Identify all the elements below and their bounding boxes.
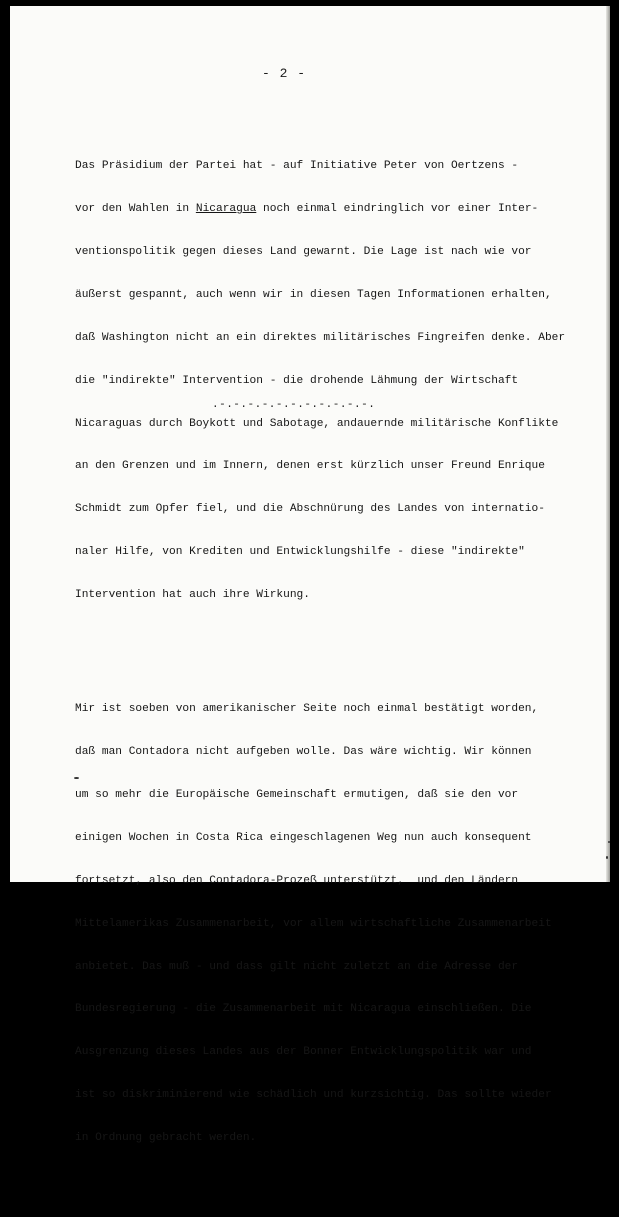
section-separator: .-.-.-.-.-.-.-.-.-.-.-. [212, 399, 376, 411]
text-line: Mittelamerikas Zusammenarbeit, vor allem wirtschaftliche Zusammenarbeit [75, 917, 552, 930]
text-line: naler Hilfe, von Krediten und Entwicklungshilfe - diese "indirekte" [75, 546, 525, 559]
text-line: anbietet. Das muß - und dass gilt nicht zuletzt an die Adresse der [75, 960, 519, 973]
page-edge-shadow [606, 6, 610, 882]
text-line: ist so diskriminierend wie schädlich und kurzsichtig. Das sollte wieder [75, 1089, 552, 1102]
paragraph-1 [75, 131, 590, 631]
text-line: Ausgrenzung dieses Landes aus der Bonner Entwicklungspolitik war und [75, 1046, 532, 1059]
scan-speck [74, 777, 79, 779]
paragraph-2 [75, 674, 590, 1174]
text-line: vor den Wahlen in Nicaragua noch einmal eindringlich vor einer Inter- [75, 203, 539, 216]
document-page [10, 6, 610, 1145]
scan-speck [606, 856, 608, 859]
body-text [75, 102, 590, 1217]
text-line: fortsetzt, also den Contadora-Prozeß unterstützt, und den Ländern [75, 874, 519, 887]
text-line: Intervention hat auch ihre Wirkung. [75, 589, 310, 602]
text-line: Das Präsidium der Partei hat - auf Initiative Peter von Oertzens - [75, 160, 519, 173]
text-line: Schmidt zum Opfer fiel, und die Abschnürung des Landes von internatio- [75, 503, 545, 516]
text-line: daß man Contadora nicht aufgeben wolle. Das wäre wichtig. Wir können [75, 746, 532, 759]
text-line: Bundesregierung - die Zusammenarbeit mit Nicaragua einschließen. Die [75, 1003, 532, 1016]
page-number: - 2 - [262, 66, 307, 81]
text-line: die "indirekte" Intervention - die drohende Lähmung der Wirtschaft [75, 374, 519, 387]
text-line: in Ordnung gebracht werden. [75, 1132, 257, 1145]
text-line: einigen Wochen in Costa Rica eingeschlagenen Weg nun auch konsequent [75, 831, 532, 844]
text-line: um so mehr die Europäische Gemeinschaft ermutigen, daß sie den vor [75, 788, 519, 801]
text-line: Nicaraguas durch Boykott und Sabotage, andauernde militärische Konflikte [75, 417, 559, 430]
underlined-word: Nicaragua [195, 203, 257, 216]
text-line: daß Washington nicht an ein direktes militärisches Fingreifen denke. Aber [75, 331, 566, 344]
text-line: ventionspolitik gegen dieses Land gewarnt. Die Lage ist nach wie vor [75, 245, 532, 258]
scan-speck [608, 841, 610, 843]
text-line: an den Grenzen und im Innern, denen erst kürzlich unser Freund Enrique [75, 460, 545, 473]
text-line: äußerst gespannt, auch wenn wir in diesen Tagen Informationen erhalten, [75, 288, 552, 301]
text-line: Mir ist soeben von amerikanischer Seite noch einmal bestätigt worden, [75, 703, 539, 716]
